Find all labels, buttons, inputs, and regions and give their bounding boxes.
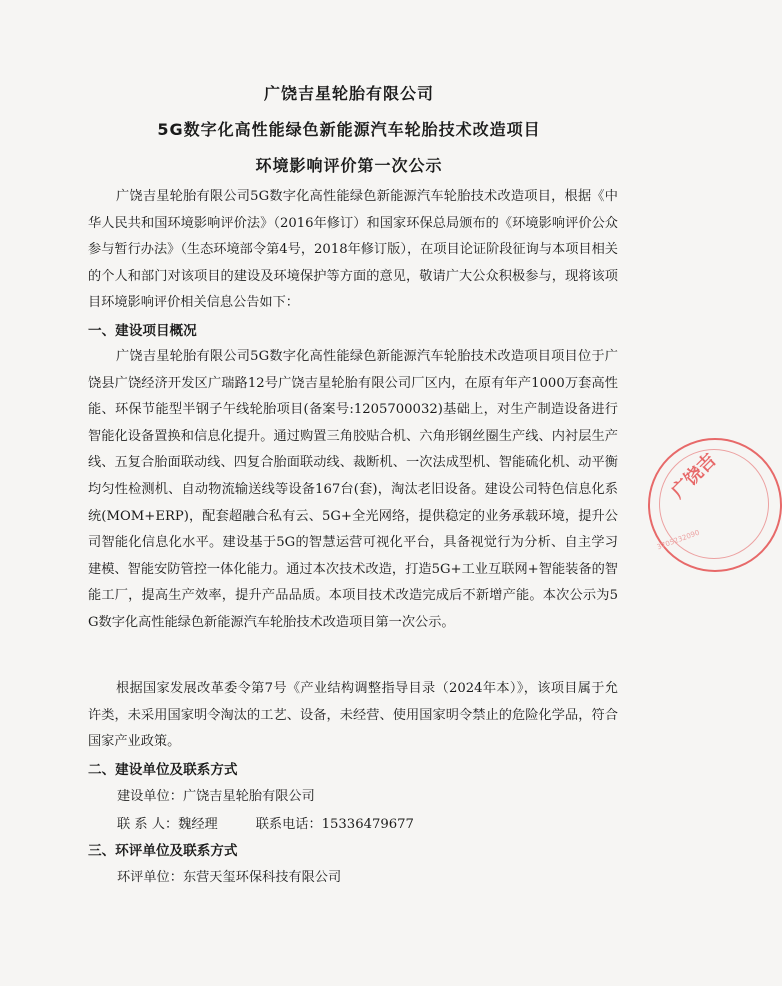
section2-heading: 二、建设单位及联系方式: [88, 762, 238, 778]
title-notice: 环境影响评价第一次公示: [255, 156, 443, 175]
section1-policy: 根据国家发展改革委令第7号《产业结构调整指导目录（2024年本）》，该项目属于允许类，未采用国家明令淘汰的工艺、设备，未经营、使用国家明令禁止的危险化学品，符合国家产业政策。: [88, 681, 618, 750]
seal-number: 3705232090: [655, 528, 701, 552]
title-company: 广饶吉星轮胎有限公司: [263, 84, 434, 103]
contact-value: 魏经理: [178, 817, 218, 832]
evaluator-label: 环评单位：: [117, 870, 183, 885]
contact-label: 联 系 人：: [117, 817, 179, 832]
title-project: 5G数字化高性能绿色新能源汽车轮胎技术改造项目: [157, 120, 541, 139]
section1-heading: 一、建设项目概况: [88, 323, 197, 339]
phone-label: 联系电话：: [255, 817, 322, 832]
evaluator-value: 东营天玺环保科技有限公司: [182, 870, 342, 885]
company-seal-stamp: [648, 438, 782, 572]
section3-heading: 三、环评单位及联系方式: [88, 843, 238, 859]
contact-line: [117, 812, 617, 839]
intro-paragraph: 广饶吉星轮胎有限公司5G数字化高性能绿色新能源汽车轮胎技术改造项目，根据《中华人民共和国环境影响评价法》（2016年修订）和国家环保总局颁布的《环境影响评价公众参与暂行办法》（生态环境部令第4号，2018年修订版），在项目论证阶段征询与本项目相关的个人和部门对该项目的建设及环境保护等方面的意见，敬请广大公众积极参与，现将该项目环境影响评价相关信息公告如下：: [88, 189, 618, 311]
evaluator-line: [117, 865, 567, 892]
phone-value: 15336479677: [321, 817, 414, 832]
builder-value: 广饶吉星轮胎有限公司: [182, 789, 315, 804]
builder-label: 建设单位：: [117, 789, 183, 804]
seal-text: 广饶吉: [667, 449, 721, 503]
builder-line: [117, 784, 567, 811]
section1-body: 广饶吉星轮胎有限公司5G数字化高性能绿色新能源汽车轮胎技术改造项目项目位于广饶县广饶经济开发区广瑞路12号广饶吉星轮胎有限公司厂区内，在原有年产1000万套高性能、环保节能型半钢子午线轮胎项目(备案号:1205700032)基础上，对生产制造设备进行智能化设备置换和信息化提升。通过购置三角胶贴合机、六角形钢丝圈生产线、内衬层生产线、五复合胎面联动线、四复合胎面联动线、裁断机、一次法成型机、智能硫化机、动平衡均匀性检测机、自动物流输送线等设备167台(套)，淘汰老旧设备。建设公司特色信息化系统(MOM+ERP)，配套超融合私有云、5G+全光网络，提供稳定的业务承载环境，提升公司智能化信息化水平。建设基于5G的智慧运营可视化平台，具备视觉行为分析、自主学习建模、智能安防管控一体化能力。通过本次技术改造，打造5G+工业互联网+智能装备的智能工厂，提高生产效率，提升产品品质。本项目技术改造完成后不新增产能。本次公示为5G数字化高性能绿色新能源汽车轮胎技术改造项目第一次公示。: [88, 349, 618, 630]
